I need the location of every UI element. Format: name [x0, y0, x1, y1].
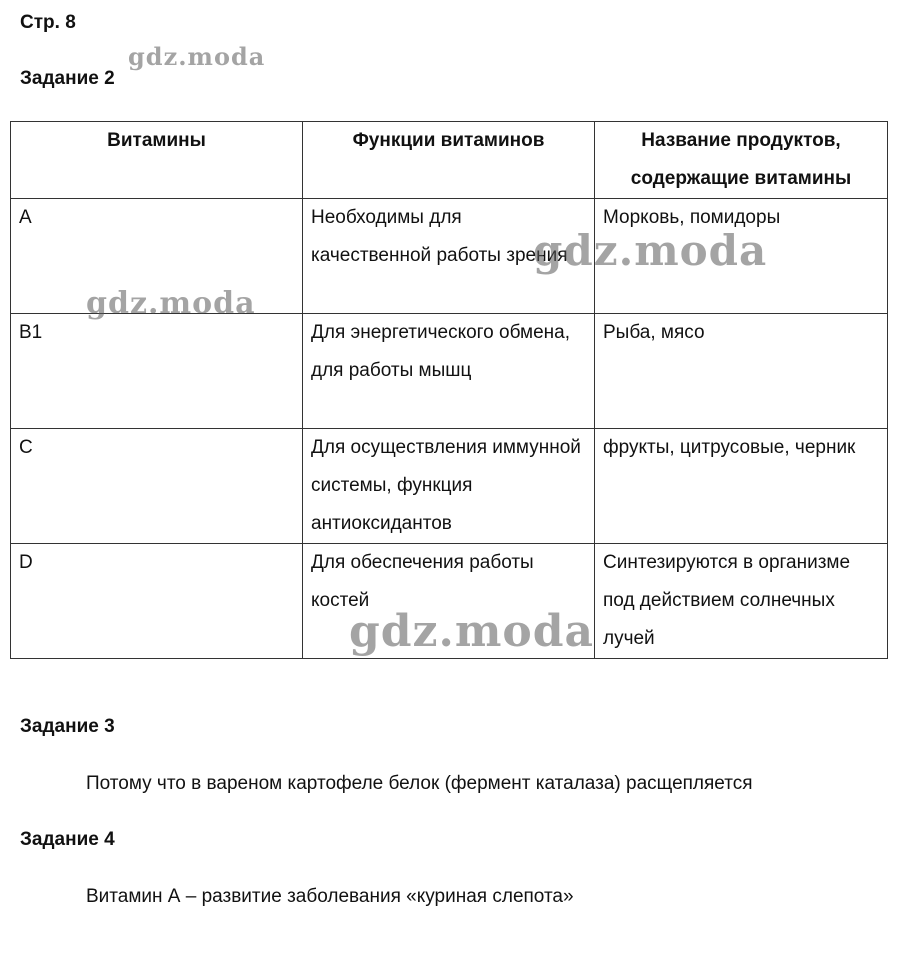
cell-function: Необходимы для качественной работы зрения [303, 199, 595, 314]
cell-vitamin: A [11, 199, 303, 314]
task-2-heading: Задание 2 [20, 68, 115, 89]
cell-products: фрукты, цитрусовые, черник [595, 429, 888, 544]
cell-products: Синтезируются в организме под действием солнечных лучей [595, 544, 888, 659]
table-header-row [11, 122, 888, 199]
header-products: Название продуктов, содержащие витамины [595, 122, 888, 199]
task-4-heading: Задание 4 [20, 829, 115, 850]
cell-vitamin: D [11, 544, 303, 659]
table-row [11, 429, 888, 544]
table-row [11, 199, 888, 314]
header-functions: Функции витаминов [303, 122, 595, 199]
task-3-answer: Потому что в вареном картофеле белок (фермент каталаза) расщепляется [86, 773, 753, 794]
task-3-heading: Задание 3 [20, 716, 115, 737]
watermark-logo: gdz.moda [349, 606, 595, 657]
cell-function: Для обеспечения работы костей [303, 544, 595, 659]
watermark-logo: gdz.moda [533, 226, 768, 275]
table-row [11, 544, 888, 659]
cell-products: Рыба, мясо [595, 314, 888, 429]
watermark-logo: gdz.moda [128, 42, 266, 71]
cell-vitamin: B1 [11, 314, 303, 429]
cell-function: Для энергетического обмена, для работы мышц [303, 314, 595, 429]
table-row [11, 314, 888, 429]
task-4-answer: Витамин А – развитие заболевания «куриная слепота» [86, 886, 574, 907]
watermark-logo: gdz.moda [86, 286, 256, 321]
vitamins-table [10, 121, 888, 659]
header-vitamins: Витамины [11, 122, 303, 199]
page-number: Стр. 8 [20, 12, 76, 33]
cell-vitamin: C [11, 429, 303, 544]
cell-products: Морковь, помидоры [595, 199, 888, 314]
cell-function: Для осуществления иммунной системы, функция антиоксидантов [303, 429, 595, 544]
